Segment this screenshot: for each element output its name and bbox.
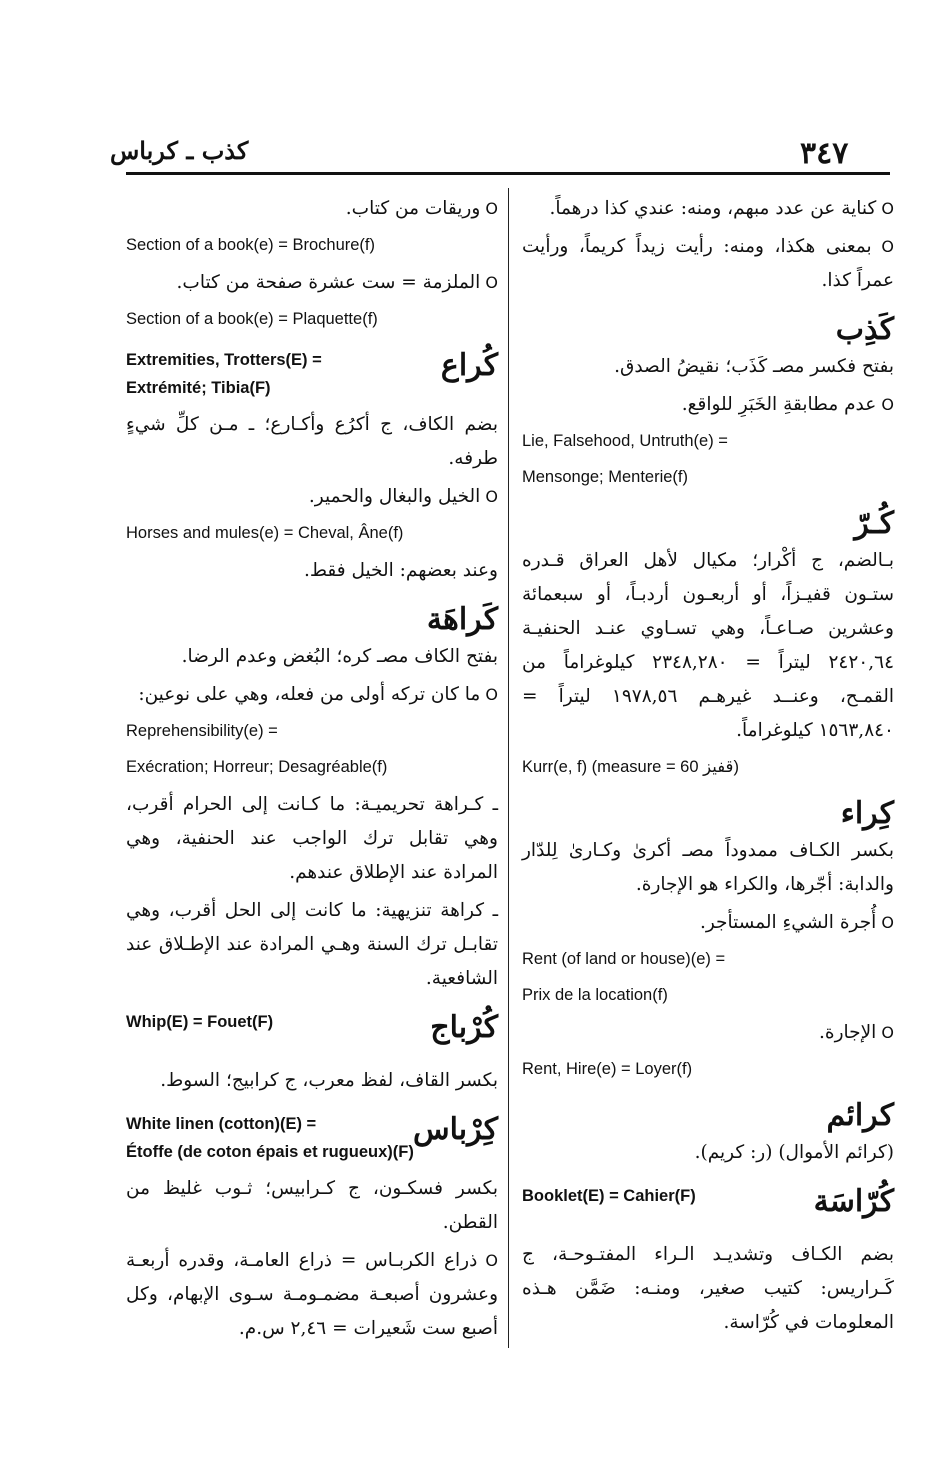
entry-kadhib (522, 310, 894, 492)
definition (126, 480, 498, 514)
bullet-icon: O (876, 395, 894, 414)
column-rule (508, 188, 509, 1348)
definition (522, 192, 894, 226)
bullet-icon: O (876, 1023, 894, 1042)
headword: كِراء (840, 796, 894, 831)
definition-text: وعند بعضهم: الخيل فقط. (303, 560, 498, 581)
translation: Kurr(e, f) (measure = 60 قفيز) (522, 758, 739, 776)
right-column (522, 192, 894, 1344)
header-rule (126, 172, 890, 175)
entry-kura (126, 346, 498, 588)
translation: Section of a book(e) = Brochure(f) (126, 236, 375, 254)
definition (126, 678, 498, 712)
entry-kira (522, 794, 894, 1084)
definition-text: بـالضم، ج أكْرار؛ مكيال لأهل العراق قـدره ستـون قفيـزاً، أو أربعـون أردبـاً، أو سبعمائة وعشرين صـاعـاً، وهي تسـاوي عنـد الحنفيـة ٢٤٢٠,٦٤ ليتراً = ٢٣٤٨,٢٨٠ كيلوغراماً من القمـح، وعنــد غيرهـم ١٩٧٨,٥٦ ليتراً = ١٥٦٣,٨٤٠ كيلوغراماً. (522, 550, 894, 741)
definition-text: بمعنى هكذا، ومنه: رأيت زيداً كريماً، ورأيت عمراً كذا. (522, 236, 894, 291)
entry-kirbas (126, 1110, 498, 1346)
bullet-icon: O (876, 913, 894, 932)
entry-kurrasa (522, 1182, 894, 1340)
headword: كُراع (440, 348, 498, 383)
left-column (126, 192, 498, 1350)
entry-kurbaj (126, 1008, 498, 1098)
headword: كُرْباج (430, 1010, 498, 1045)
translation: Lie, Falsehood, Untruth(e) = (522, 432, 728, 450)
definition-text: الملزمة = ست عشرة صفحة من كتاب. (176, 272, 481, 293)
definition-text: بكسر القاف، لفظ معرب، ج كرابيج؛ السوط. (160, 1070, 498, 1091)
definition-text: بضم الكاف، ج أكرُع وأكـارع؛ ـ مـن كلِّ شيءٍ طرفه. (126, 414, 498, 469)
definition (522, 388, 894, 422)
page-number: ٣٤٧ (800, 136, 849, 171)
bullet-icon: O (480, 273, 498, 292)
bullet-icon: O (876, 199, 894, 218)
definition-text: ذراع الكربـاس = ذراع العامـة، وقدره أربعـة وعشرون أصبعـة مضمـومـة سـوى الإبهام، وكل أصبع ست شَعيرات = ٢,٤٦ س.م. (126, 1250, 498, 1339)
translation: Reprehensibility(e) = (126, 722, 278, 740)
definition-text: وريقات من كتاب. (345, 198, 481, 219)
definition-text: عدم مطابقةِ الخَبَرِ للواقع. (681, 394, 877, 415)
translation (126, 346, 418, 402)
running-head: كذب ـ كرباس (110, 136, 249, 165)
headword: كُـرّ (854, 506, 894, 541)
definition-text: (كرائم الأموال) (ر: كريم). (694, 1142, 894, 1163)
definition-text: بفتح فكسر مصـ كَذَب؛ نقيضُ الصدق. (614, 356, 894, 377)
head-row (126, 346, 498, 402)
head-row (522, 1182, 894, 1238)
definition-text: الإجارة. (819, 1022, 877, 1043)
headword: كرائم (826, 1098, 894, 1133)
definition-text: ما كان تركه أولى من فعله، وهي على نوعين: (138, 684, 481, 705)
entry-karaim (522, 1096, 894, 1170)
translation: Booklet(E) = Cahier(F) (522, 1187, 696, 1205)
headword: كُرّاسَة (813, 1184, 894, 1219)
headword: كَذِب (835, 312, 894, 347)
translation-line: Extrémité; Tibia(F) (126, 379, 271, 397)
definition (126, 266, 498, 300)
bullet-icon: O (480, 487, 498, 506)
definition-text: بضم الكـاف وتشديـد الـراء المفتـوحـة، ج كَـراريس: كتيب صغير، ومنـه: ضَمَّن هـذه المعلومات في كُرّاسة. (522, 1244, 894, 1333)
definition (522, 906, 894, 940)
definition-text: بفتح الكاف مصـ كره؛ البُغض وعدم الرضا. (181, 646, 498, 667)
head-row (126, 1008, 498, 1064)
translation: Mensonge; Menterie(f) (522, 468, 688, 486)
bullet-icon: O (480, 199, 498, 218)
definition-text: كناية عن عدد مبهم، ومنه: عندي كذا درهماً. (549, 198, 877, 219)
head-row (126, 1110, 498, 1166)
translation: Prix de la location(f) (522, 986, 668, 1004)
translation (126, 1110, 418, 1166)
definition-text: ـ كـراهة تحريميـة: ما كـانت إلى الحرام أقرب، وهي تقابل ترك الواجب عند الحنفية، وهي المرادة عند الإطلاق عندهم. (126, 794, 498, 883)
translation-line: Étoffe (de coton épais et rugueux)(F) (126, 1143, 414, 1161)
definition (522, 1016, 894, 1050)
translation: Section of a book(e) = Plaquette(f) (126, 310, 378, 328)
translation-line: White linen (cotton)(E) = (126, 1115, 317, 1133)
definition (126, 1244, 498, 1346)
translation: Exécration; Horreur; Desagréable(f) (126, 758, 388, 776)
translation: Rent (of land or house)(e) = (522, 950, 726, 968)
definition (522, 230, 894, 298)
translation: Rent, Hire(e) = Loyer(f) (522, 1060, 693, 1078)
definition (126, 192, 498, 226)
definition-text: بكسر الكـاف ممدوداً مصـ أكرىٰ وكـارىٰ لِلدّار والدابة: أجّرها، والكراء هو الإجارة. (522, 840, 894, 895)
bullet-icon: O (480, 685, 498, 704)
definition-text: الخيل والبغال والحمير. (308, 486, 481, 507)
definition-text: ـ كراهة تنزيهية: ما كانت إلى الحل أقرب، وهي تقابـل ترك السنة وهـي المرادة عند الإطـلاق عند الشافعية. (126, 900, 498, 989)
translation-line: Extremities, Trotters(E) = (126, 351, 322, 369)
headword: كِرْباس (413, 1112, 498, 1147)
entry-kurr (522, 504, 894, 782)
translation: Horses and mules(e) = Cheval, Âne(f) (126, 524, 404, 542)
bullet-icon: O (477, 1251, 498, 1270)
definition-text: أُجرة الشيءِ المستأجر. (699, 912, 877, 933)
bullet-icon: O (871, 237, 894, 256)
translation: Whip(E) = Fouet(F) (126, 1013, 274, 1031)
headword: كَراهَة (426, 602, 498, 637)
definition-text: بكسر فسكـون، ج كـرابيس؛ ثـوب غليظ من القطن. (126, 1178, 498, 1233)
entry-karaha (126, 600, 498, 996)
